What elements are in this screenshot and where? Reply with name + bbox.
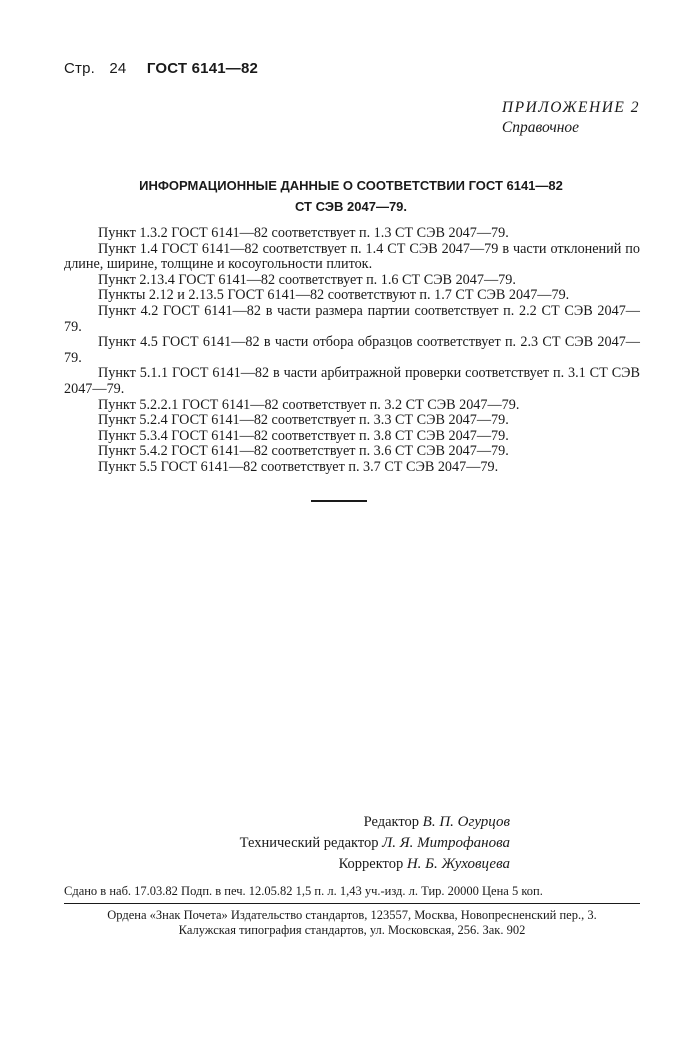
paragraph: Пункт 5.4.2 ГОСТ 6141—82 соответствует п. 3.6 СТ СЭВ 2047—79. <box>98 443 509 460</box>
credit-role: Корректор <box>338 856 404 872</box>
paragraph: Пункт 4.5 ГОСТ 6141—82 в части отбора образцов соответствует п. 2.3 СТ СЭВ 2047—79. <box>64 334 640 366</box>
page-header <box>64 60 258 77</box>
paragraph: Пункт 1.4 ГОСТ 6141—82 соответствует п. 1.4 СТ СЭВ 2047—79 в части отклонений по длине, ширине, толщине и косоугольности плиток. <box>64 240 640 273</box>
credit-role: Редактор <box>363 814 420 830</box>
title-line-2: СТ СЭВ 2047—79. <box>294 199 408 214</box>
paragraph: Пункт 2.13.4 ГОСТ 6141—82 соответствует п. 1.6 СТ СЭВ 2047—79. <box>98 271 516 288</box>
printer-line: Калужская типография стандартов, ул. Московская, 256. Зак. 902 <box>178 923 526 937</box>
credit-corrector <box>190 854 510 875</box>
paragraph: Пункты 2.12 и 2.13.5 ГОСТ 6141—82 соответствуют п. 1.7 СТ СЭВ 2047—79. <box>98 287 570 304</box>
credits-block <box>190 812 510 875</box>
standard-id: ГОСТ 6141—82 <box>146 60 259 77</box>
credit-name: В. П. Огурцов <box>422 814 510 830</box>
publication-info <box>64 884 640 938</box>
correspondence-list <box>64 226 640 476</box>
credit-name: Л. Я. Митрофанова <box>382 835 510 851</box>
credit-tech-editor <box>190 833 510 854</box>
page-number: 24 <box>109 60 127 77</box>
paragraph: Пункт 4.2 ГОСТ 6141—82 в части размера партии соответствует п. 2.2 СТ СЭВ 2047—79. <box>64 302 640 335</box>
publisher-line: Ордена «Знак Почета» Издательство стандартов, 123557, Москва, Новопресненский пер., 3. <box>107 908 597 922</box>
paragraph: Пункт 1.3.2 ГОСТ 6141—82 соответствует п. 1.3 СТ СЭВ 2047—79. <box>98 225 509 241</box>
paragraph: Пункт 5.2.2.1 ГОСТ 6141—82 соответствует п. 3.2 СТ СЭВ 2047—79. <box>98 396 520 413</box>
section-divider <box>311 500 367 502</box>
paragraph: Пункт 5.1.1 ГОСТ 6141—82 в части арбитражной проверки соответствует п. 3.1 СТ СЭВ 2047—79. <box>64 365 640 397</box>
section-title <box>60 175 642 217</box>
appendix-title: ПРИЛОЖЕНИЕ 2 <box>501 99 640 116</box>
credit-name: Н. Б. Жуховцева <box>406 856 510 872</box>
title-line-1: ИНФОРМАЦИОННЫЕ ДАННЫЕ О СООТВЕТСТВИИ ГОСТ 6141—82 <box>139 178 563 193</box>
paragraph: Пункт 5.3.4 ГОСТ 6141—82 соответствует п. 3.8 СТ СЭВ 2047—79. <box>98 427 509 444</box>
credit-role: Технический редактор <box>239 835 379 851</box>
credit-editor <box>190 812 510 833</box>
paragraph: Пункт 5.2.4 ГОСТ 6141—82 соответствует п. 3.3 СТ СЭВ 2047—79. <box>98 412 509 429</box>
page-label: Стр. <box>64 60 96 77</box>
paragraph: Пункт 5.5 ГОСТ 6141—82 соответствует п. 3.7 СТ СЭВ 2047—79. <box>98 458 499 475</box>
print-details: Сдано в наб. 17.03.82 Подп. в печ. 12.05.82 1,5 п. л. 1,43 уч.-изд. л. Тир. 20000 Цена 5 коп. <box>64 884 640 904</box>
appendix-label <box>502 98 640 138</box>
appendix-subtitle: Справочное <box>501 119 580 136</box>
